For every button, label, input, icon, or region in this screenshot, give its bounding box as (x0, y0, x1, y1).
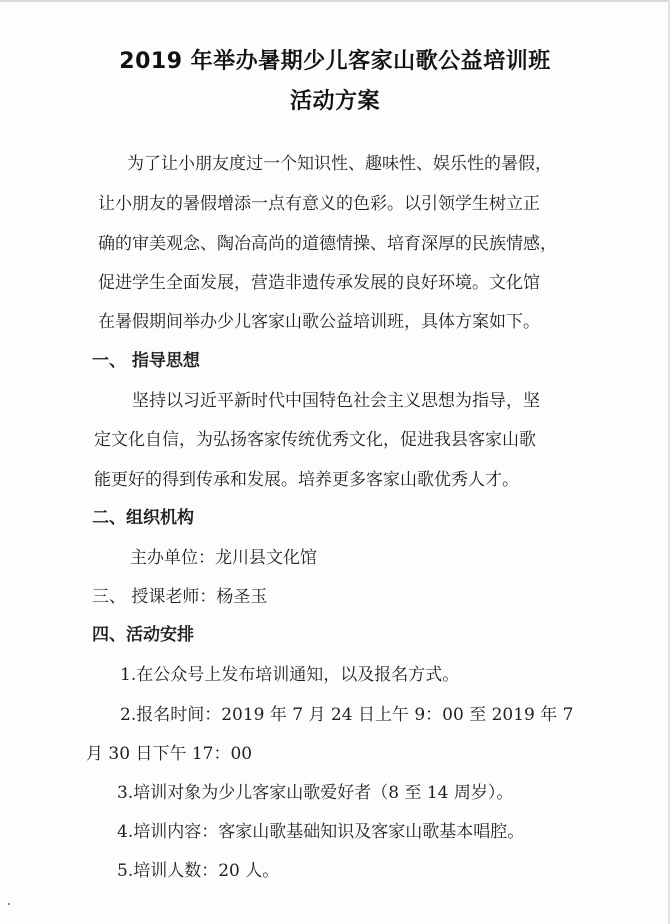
intro-line-3: 确的审美观念、陶冶高尚的道德情操、培育深厚的民族情感， (98, 234, 557, 254)
section-2-heading: 二、组织机构 (92, 508, 194, 528)
schedule-item-3: 3.培训对象为少儿客家山歌爱好者（8 至 14 周岁）。 (117, 783, 514, 803)
intro-line-4: 促进学生全面发展，营造非遗传承发展的良好环境。文化馆 (98, 273, 540, 293)
schedule-item-2-line-2: 月 30 日下午 17：00 (86, 744, 253, 764)
section-4-heading: 四、活动安排 (92, 625, 194, 645)
intro-line-2: 让小朋友的暑假增添一点有意义的色彩。以引领学生树立正 (98, 194, 540, 214)
document-subtitle: 活动方案 (289, 89, 380, 114)
intro-line-1: 为了让小朋友度过一个知识性、趣味性、娱乐性的暑假， (127, 154, 552, 174)
schedule-item-2-line-1: 2.报名时间：2019 年 7 月 24 日上午 9：00 至 2019 年 7 (120, 705, 574, 725)
document-title: 2019 年举办暑期少儿客家山歌公益培训班 (119, 49, 551, 74)
intro-line-5: 在暑假期间举办少儿客家山歌公益培训班，具体方案如下。 (98, 312, 540, 332)
schedule-item-5: 5.培训人数：20 人。 (117, 861, 280, 881)
section-1-line-1: 坚持以习近平新时代中国特色社会主义思想为指导，坚 (132, 391, 540, 411)
schedule-item-1: 1.在公众号上发布培训通知，以及报名方式。 (120, 665, 460, 685)
scan-edge-top (0, 0, 670, 2)
section-1-line-2: 定文化自信，为弘扬客家传统优秀文化，促进我县客家山歌 (94, 430, 536, 450)
schedule-item-4: 4.培训内容：客家山歌基础知识及客家山歌基本唱腔。 (117, 822, 525, 842)
section-1-heading: 一、 指导思想 (92, 351, 200, 371)
organizer-line: 主办单位：龙川县文化馆 (130, 548, 317, 568)
scan-speck (8, 903, 10, 905)
section-1-line-3: 能更好的得到传承和发展。培养更多客家山歌优秀人才。 (94, 470, 519, 490)
section-3-heading: 三、 授课老师：杨圣玉 (92, 587, 268, 607)
